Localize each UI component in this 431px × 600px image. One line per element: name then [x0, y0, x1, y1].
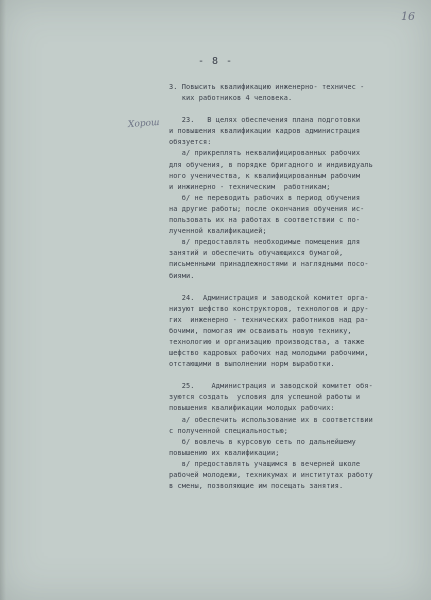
text-line: биями. — [169, 271, 195, 280]
text-line: письменными принадлежностями и наглядными посо- — [169, 260, 369, 269]
text-line: на другие работы; после окончания обучения ис- — [169, 204, 365, 213]
text-line: и инжинерно - техническим работникам; — [169, 182, 331, 191]
text-line: шефство кадровых рабочих над молодыми рабочими, — [169, 349, 369, 358]
text-line: с полученной специальностью; — [169, 426, 288, 435]
page-fold-shadow — [0, 0, 6, 600]
text-line: для обучения, в порядке бригадного и индивидуаль — [169, 160, 373, 169]
text-line: б/ вовлечь в курсовую сеть по дальнейшему — [169, 437, 356, 446]
text-line: в/ предоставлять учащимся в вечерней школе — [169, 459, 361, 468]
handwritten-margin-note: Хорош — [127, 117, 160, 131]
text-line: 3. Повысить квалификацию инженерно- техничес - — [169, 83, 365, 91]
text-line: бочими, помогая им осваивать новую технику, — [169, 326, 352, 335]
text-line: а/ прикреплять неквалифицированных рабочих — [169, 149, 361, 158]
paragraph-gap — [169, 282, 421, 293]
text-line: пользовать их на работах в соответствии с по- — [169, 216, 361, 225]
paragraph-gap — [169, 104, 421, 115]
typed-text-body — [169, 82, 421, 492]
text-line: повышению их квалификации; — [169, 448, 280, 457]
text-line: б/ не переводить рабочих в период обучения — [169, 193, 361, 202]
text-line: занятий и обеспечить обучающихся бумагой, — [169, 249, 344, 258]
text-line: ного ученичества, к квалифицированным рабочим — [169, 171, 361, 180]
paragraph-gap — [169, 370, 421, 381]
text-line: ких работников 4 человека. — [169, 94, 293, 103]
text-line: 24. Администрация и заводской комитет орга- — [169, 293, 369, 302]
text-line: технологию и организацию производства, а также — [169, 337, 365, 346]
text-line: 25. Администрация и заводской комитет обя- — [169, 382, 373, 391]
text-line: низуют шефство конструкторов, технологов и дру- — [169, 304, 369, 313]
text-line: а/ обеспечить использование их в соответствии — [169, 415, 373, 424]
page-number: - 8 - — [197, 56, 234, 67]
text-line: повышения квалификации молодых рабочих: — [169, 404, 335, 413]
text-line: отстающими в выполнении норм выработки. — [169, 360, 335, 369]
text-line: лученной квалификацией; — [169, 227, 267, 236]
corner-page-mark: 16 — [401, 10, 415, 23]
text-line: 23. В целях обеспечения плана подготовки — [169, 116, 361, 125]
text-line: зуются создать условия для успешной работы и — [169, 393, 361, 402]
text-line: в/ предоставлять необходимые помещения для — [169, 238, 361, 247]
text-line: рабочей молодежи, техникумах и институтах работу — [169, 471, 373, 479]
text-line: обязуется: — [169, 138, 212, 147]
text-line: и повышения квалификации кадров администрация — [169, 127, 361, 136]
text-line: гих инженерно - технических работников над ра- — [169, 315, 369, 324]
text-line: в смены, позволяющие им посещать занятия. — [169, 482, 344, 491]
